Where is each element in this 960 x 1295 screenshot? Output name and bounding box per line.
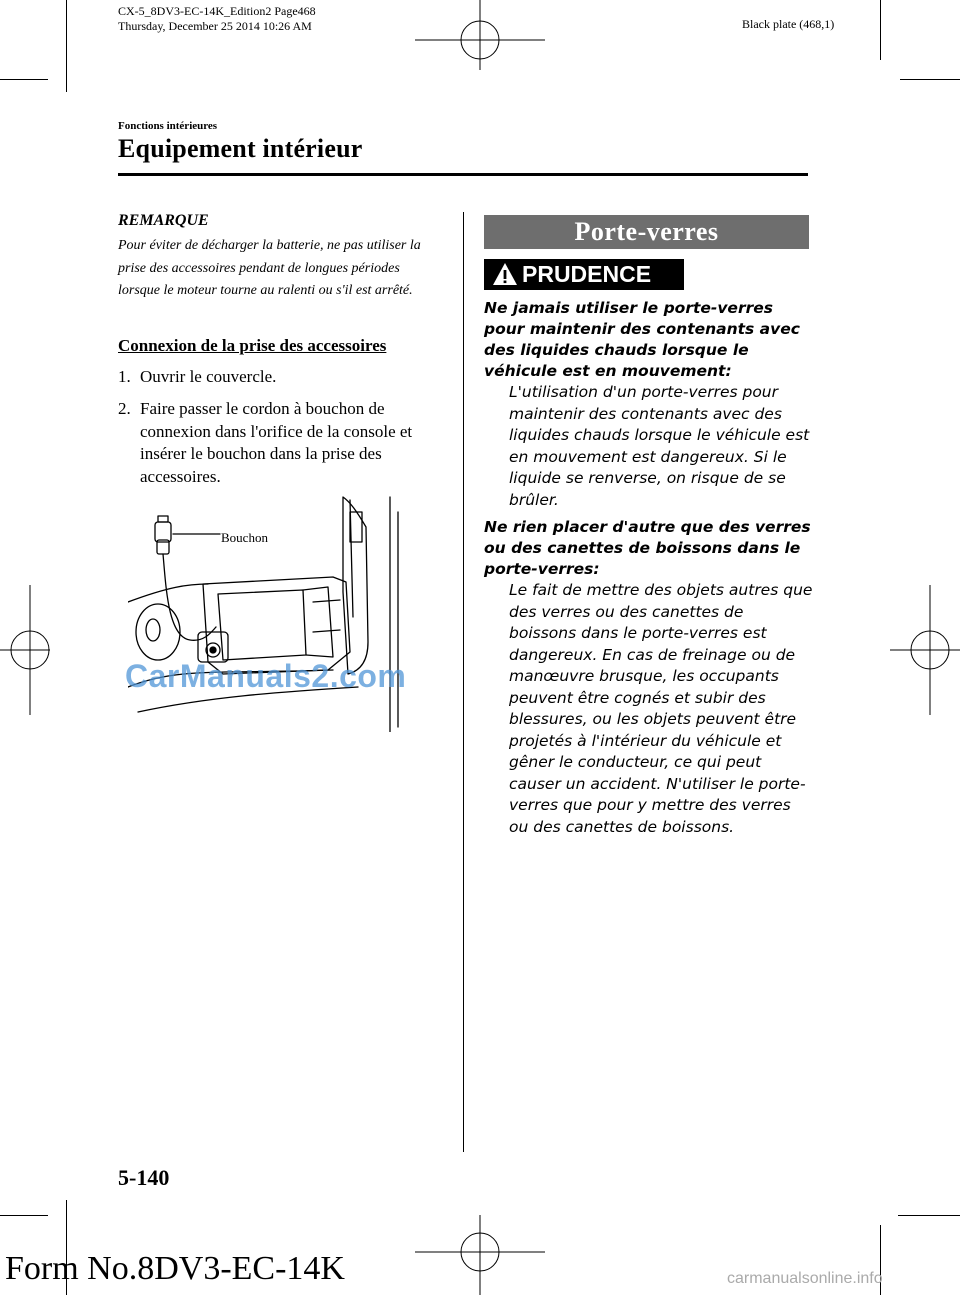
warning-2: [484, 517, 814, 838]
crop-mark: [900, 79, 960, 80]
title-rule: [118, 173, 808, 176]
caution-badge: [484, 259, 684, 290]
note-text: Pour éviter de décharger la batterie, ne pas utiliser la prise des accessoires pendant de longues périodes lorsque le moteur tourne au ralenti ou s'il est arrêté.: [118, 238, 421, 298]
section-banner-text: Porte-verres: [574, 217, 719, 246]
crop-mark: [898, 1215, 960, 1216]
form-number: Form No.8DV3-EC-14K: [5, 1250, 345, 1287]
crop-mark: [66, 0, 67, 92]
crop-mark: [880, 0, 881, 60]
warning-heading: Ne rien placer d'autre que des verres ou des canettes de boissons dans le porte-verres:: [484, 518, 811, 578]
crop-mark: [0, 79, 48, 80]
section-category: Fonctions intérieures: [118, 120, 218, 132]
step-number: 2.: [118, 399, 131, 418]
footer-site-link[interactable]: carmanualsonline.info: [727, 1270, 883, 1287]
crop-mark: [0, 1215, 48, 1216]
step-text: Faire passer le cordon à bouchon de connexion dans l'orifice de la console et insérer le bouchon dans la prise des accessoires.: [140, 399, 413, 486]
step-1: [118, 366, 438, 389]
step-number: 1.: [118, 367, 131, 386]
registration-mark-bottom: [415, 1215, 545, 1295]
page-number: 5-140: [118, 1165, 170, 1190]
step-text: Ouvrir le couvercle.: [140, 367, 277, 386]
step-2: [118, 398, 438, 488]
figure-label: Bouchon: [221, 530, 268, 545]
section-banner: [484, 215, 809, 249]
warning-body: L'utilisation d'un porte-verres pour maintenir des contenants avec des liquides chauds lorsque le véhicule est en mouvement est dangereux. Si le liquide se renverse, on risque de se brûler.: [509, 383, 810, 509]
warning-body: Le fait de mettre des objets autres que des verres ou des canettes de boissons dans le porte-verres est dangereux. En cas de freinage ou de manœuvre brusque, les occupants peuvent être cognés et subir des blessures, ou les objets peuvent être projetés à l'intérieur du véhicule et gêner le conducteur, ce qui peut causer un accident. N'utiliser le porte-verres que pour y mettre des verres ou des canettes de boissons.: [509, 581, 813, 836]
subsection-heading: Connexion de la prise des accessoires: [118, 336, 387, 355]
warning-triangle-icon: [492, 261, 518, 287]
print-metadata: [118, 4, 316, 34]
warning-heading: Ne jamais utiliser le porte-verres pour maintenir des contenants avec des liquides chauds lorsque le véhicule est en mouvement:: [484, 299, 800, 380]
print-metadata-line1: CX-5_8DV3-EC-14K_Edition2 Page468: [118, 4, 316, 18]
plate-label: Black plate (468,1): [742, 17, 835, 31]
console-plug-illustration: [128, 492, 413, 732]
note-title: REMARQUE: [118, 212, 209, 229]
caution-label: PRUDENCE: [522, 261, 652, 287]
registration-mark-right: [890, 585, 960, 715]
warning-1: [484, 298, 814, 511]
page-title: Equipement intérieur: [118, 134, 363, 163]
registration-mark-left: [0, 585, 50, 715]
column-divider: [463, 212, 464, 1152]
watermark: CarManuals2.com: [125, 658, 407, 694]
print-metadata-line2: Thursday, December 25 2014 10:26 AM: [118, 19, 312, 33]
registration-mark-top: [415, 0, 545, 70]
